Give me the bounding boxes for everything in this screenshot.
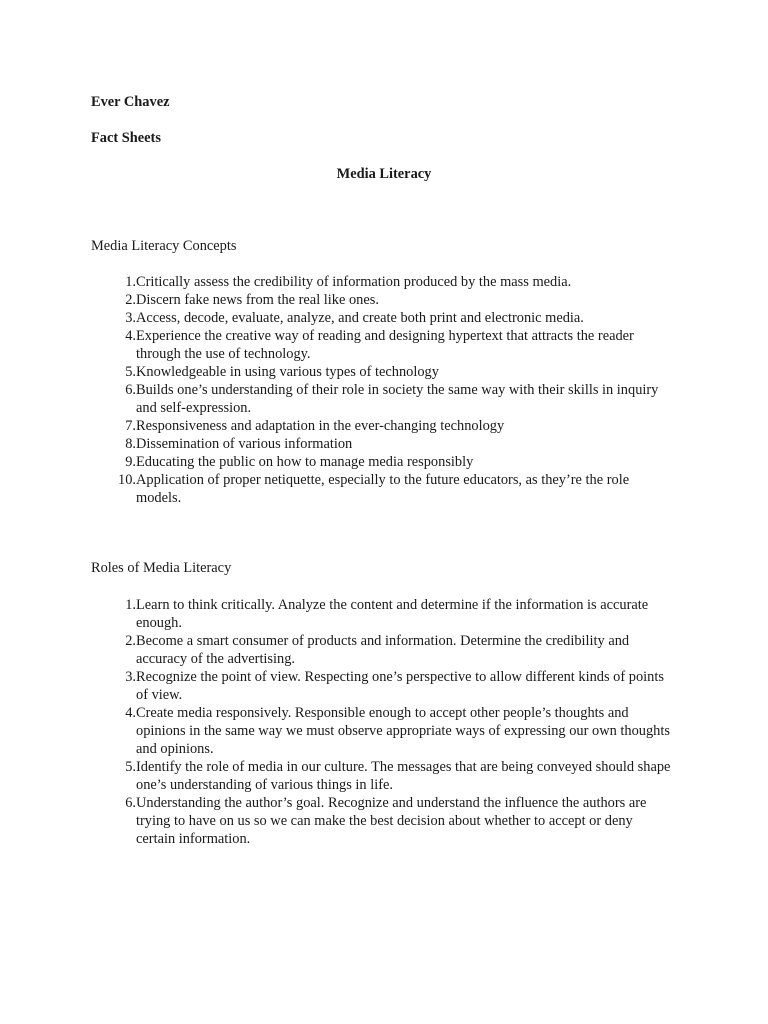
list-item [91, 758, 671, 794]
list-item [91, 453, 671, 471]
roles-heading: Roles of Media Literacy [91, 560, 232, 576]
list-item [91, 435, 671, 453]
list-item [91, 327, 671, 363]
item-number: 7. [125, 418, 136, 434]
concepts-list [91, 273, 671, 507]
document-subtitle: Fact Sheets [91, 130, 161, 146]
item-text: Access, decode, evaluate, analyze, and create both print and electronic media. [136, 310, 584, 326]
author-name: Ever Chavez [91, 94, 170, 110]
item-number: 2. [125, 633, 136, 649]
list-item [91, 309, 671, 327]
concepts-heading: Media Literacy Concepts [91, 238, 237, 254]
item-text: Responsiveness and adaptation in the ever-changing technology [136, 418, 505, 434]
item-text: Experience the creative way of reading and designing hypertext that attracts the reader through the use of technology. [136, 328, 634, 362]
item-number: 3. [125, 669, 136, 685]
item-number: 4. [125, 328, 136, 344]
item-number: 6. [125, 382, 136, 398]
item-text: Become a smart consumer of products and information. Determine the credibility and accuracy of the advertising. [136, 633, 630, 667]
item-text: Understanding the author’s goal. Recognize and understand the influence the authors are trying to have on us so we can make the best decision about whether to accept or deny certain information. [136, 795, 647, 847]
item-number: 5. [125, 364, 136, 380]
item-number: 3. [125, 310, 136, 326]
item-text: Critically assess the credibility of information produced by the mass media. [136, 274, 572, 290]
item-number: 4. [125, 705, 136, 721]
list-item [91, 363, 671, 381]
item-number: 8. [125, 436, 136, 452]
list-item [91, 471, 671, 507]
list-item [91, 794, 671, 848]
list-item [91, 668, 671, 704]
list-item [91, 632, 671, 668]
item-number: 10. [118, 472, 136, 488]
document-title: Media Literacy [336, 166, 432, 182]
list-item [91, 417, 671, 435]
list-item [91, 381, 671, 417]
roles-list [91, 596, 671, 848]
item-number: 1. [125, 597, 136, 613]
item-text: Recognize the point of view. Respecting one’s perspective to allow different kinds of points of view. [136, 669, 664, 703]
item-number: 1. [125, 274, 136, 290]
item-text: Discern fake news from the real like ones. [136, 292, 379, 308]
item-text: Learn to think critically. Analyze the content and determine if the information is accurate enough. [136, 597, 649, 631]
list-item [91, 291, 671, 309]
list-item [91, 273, 671, 291]
item-number: 2. [125, 292, 136, 308]
item-number: 6. [125, 795, 136, 811]
list-item [91, 596, 671, 632]
item-text: Dissemination of various information [136, 436, 353, 452]
item-text: Application of proper netiquette, especially to the future educators, as they’re the role models. [136, 472, 630, 506]
item-text: Educating the public on how to manage media responsibly [136, 454, 474, 470]
item-text: Identify the role of media in our culture. The messages that are being conveyed should shape one’s understanding of various things in life. [136, 759, 671, 793]
item-text: Builds one’s understanding of their role in society the same way with their skills in inquiry and self-expression. [136, 382, 659, 416]
item-number: 9. [125, 454, 136, 470]
item-text: Knowledgeable in using various types of technology [136, 364, 439, 380]
item-text: Create media responsively. Responsible enough to accept other people’s thoughts and opinions in the same way we must observe appropriate ways of expressing our own thoughts and opinions. [136, 705, 670, 757]
item-number: 5. [125, 759, 136, 775]
list-item [91, 704, 671, 758]
